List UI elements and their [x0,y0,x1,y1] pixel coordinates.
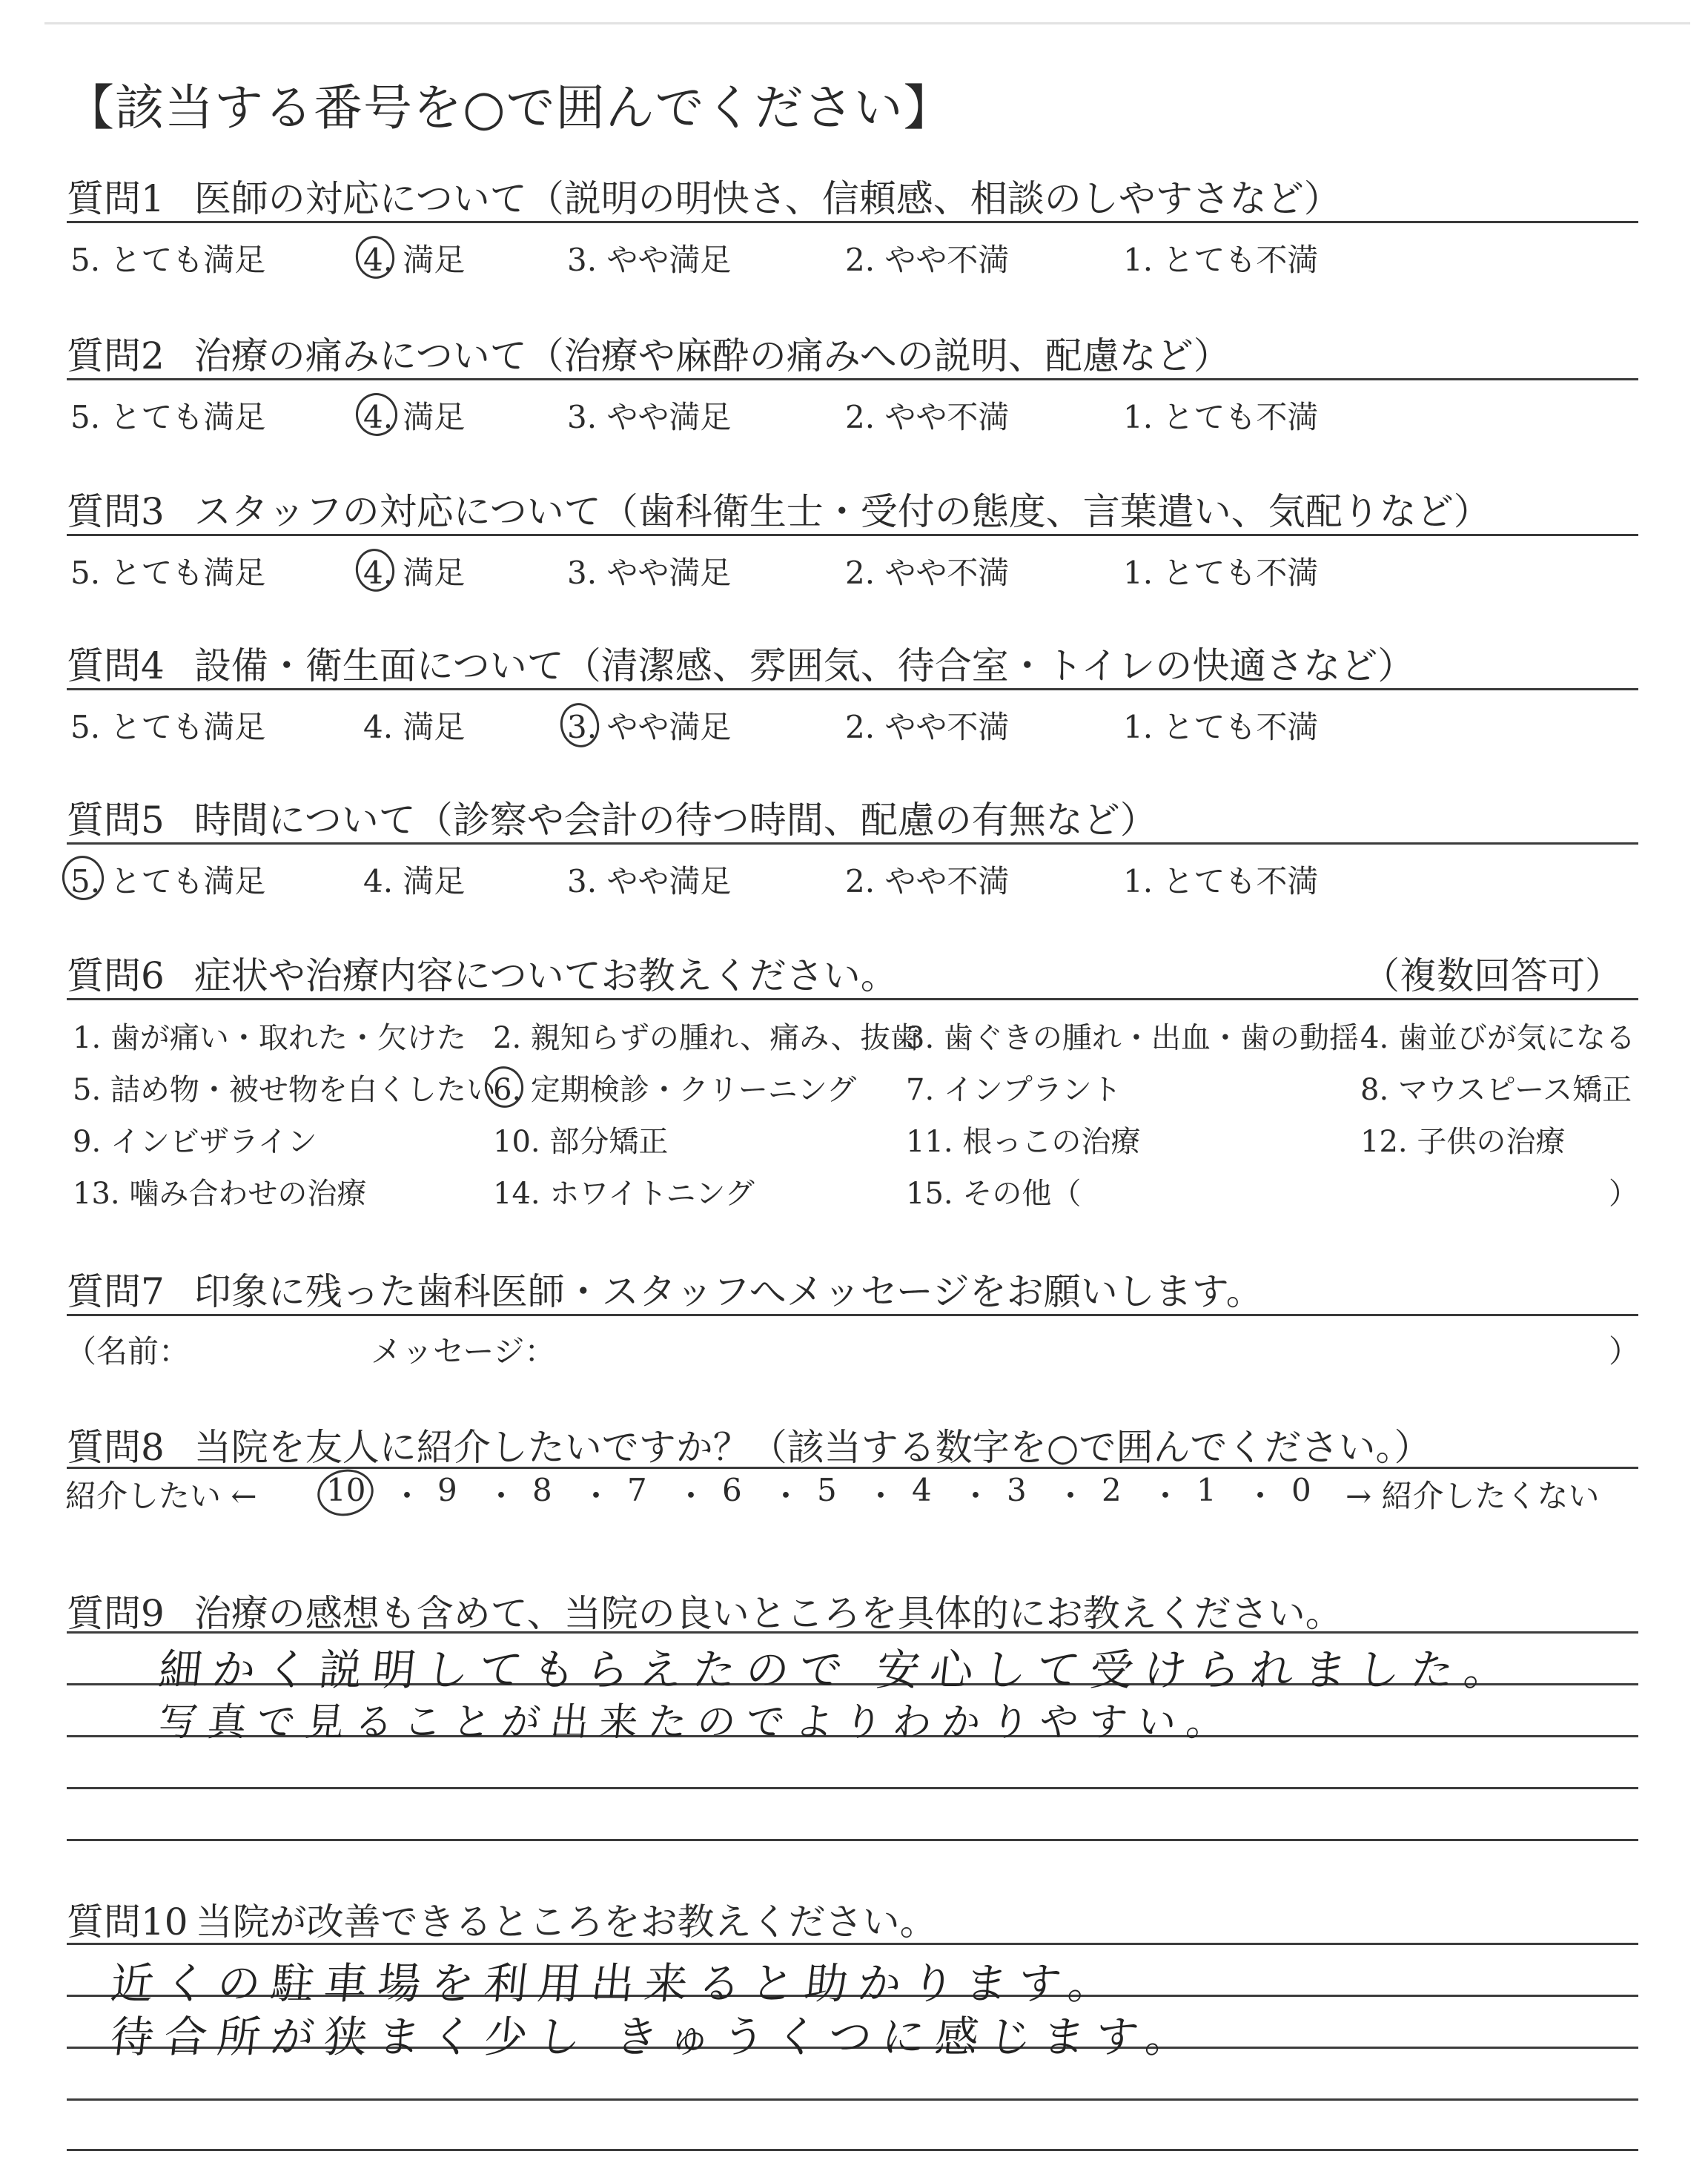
option-5[interactable]: 5. とても満足 [70,709,266,745]
scale-separator: ・ [770,1478,802,1514]
question-label: 質問8 [67,1426,165,1469]
question-rule [67,1467,1638,1469]
question-text: 医師の対応について（説明の明快さ、信頼感、相談のしやすさなど） [193,177,1341,220]
q6-option-11[interactable]: 11. 根っこの治療 [906,1125,1141,1159]
handwritten-answer-line: 写真で見ることが出来たのでよりわかりやすい。 [156,1700,1238,1745]
scale-separator: ・ [580,1478,612,1514]
scale-separator: ・ [865,1478,897,1514]
handwritten-answer-line: 細かく説明してもらえたので 安心して受けられました。 [156,1645,1520,1695]
scale-separator: ・ [1245,1478,1277,1514]
option-1[interactable]: 1. とても不満 [1123,709,1319,745]
scale-9[interactable]: 9 [437,1472,457,1508]
question-7-title [67,1262,1263,1315]
scale-5[interactable]: 5 [817,1472,837,1508]
question-rule [67,688,1638,690]
question-rule [67,1314,1638,1316]
question-text: 当院を友人に紹介したいですか？（該当する数字を○で囲んでください。） [193,1426,1431,1469]
question-10-title [67,1892,937,1946]
question-text: 治療の感想も含めて、当院の良いところを具体的にお教えください。 [193,1592,1343,1635]
scale-separator: ・ [486,1478,517,1514]
question-5-title [67,790,1157,844]
scale-6[interactable]: 6 [722,1472,742,1508]
option-3[interactable]: 3. やや満足 [567,555,732,591]
question-label: 質問4 [67,644,165,687]
name-field-label: （名前： [65,1333,191,1370]
question-text: 時間について（診察や会計の待つ時間、配慮の有無など） [193,799,1157,842]
answer-line [67,1839,1638,1841]
question-rule [67,842,1638,845]
question-label: 質問9 [67,1592,165,1635]
q6-option-3[interactable]: 3. 歯ぐきの腫れ・出血・歯の動揺 [906,1021,1359,1055]
answer-line [67,1631,1638,1634]
question-9-title [67,1584,1343,1637]
question-3-title [67,482,1491,535]
option-2[interactable]: 2. やや不満 [845,555,1010,591]
question-text: 症状や治療内容についてお教えください。 [193,954,898,997]
option-3[interactable]: 3. やや満足 [567,863,732,899]
scale-separator: ・ [1150,1478,1182,1514]
multiple-answers-hint: （複数回答可） [1363,954,1622,997]
scale-8[interactable]: 8 [532,1472,552,1508]
field-close: ） [1609,1333,1641,1370]
option-1[interactable]: 1. とても不満 [1123,863,1319,899]
question-4-title [67,636,1414,690]
q6-option-6[interactable]: 6. 定期検診・クリーニング [493,1073,857,1107]
option-2[interactable]: 2. やや不満 [845,399,1010,435]
q6-option-14[interactable]: 14. ホワイトニング [493,1177,755,1211]
question-text: 当院が改善できるところをお教えください。 [195,1900,937,1943]
question-rule [67,534,1638,536]
question-label: 質問6 [67,954,165,997]
scale-right-label: → 紹介したくない [1345,1478,1600,1514]
question-label: 質問3 [67,490,165,533]
scale-10[interactable]: 10 [326,1472,366,1508]
option-1[interactable]: 1. とても不満 [1123,242,1319,278]
scale-left-label: 紹介したい ← [65,1478,257,1514]
question-6-title [67,946,898,1000]
selection-circle [313,1464,377,1521]
q6-option-13[interactable]: 13. 噛み合わせの治療 [73,1177,367,1211]
option-2[interactable]: 2. やや不満 [845,242,1010,278]
question-label: 質問5 [67,799,165,842]
option-5[interactable]: 5. とても満足 [70,242,266,278]
option-4[interactable]: 4. 満足 [363,399,466,435]
question-text: スタッフの対応について（歯科衛生士・受付の態度、言葉遣い、気配りなど） [193,490,1491,533]
scale-7[interactable]: 7 [627,1472,647,1508]
question-rule [67,378,1638,380]
top-edge [44,22,1690,24]
scale-separator: ・ [1055,1478,1087,1514]
handwritten-answer-line: 近くの駐車場を利用出来ると助かります。 [107,1958,1125,2009]
scale-3[interactable]: 3 [1007,1472,1027,1508]
question-label: 質問7 [67,1270,165,1313]
answer-line [67,1787,1638,1789]
scale-separator: ・ [960,1478,992,1514]
question-label: 質問10 [67,1900,188,1943]
scale-4[interactable]: 4 [912,1472,932,1508]
question-8-title [67,1418,1431,1471]
q6-option-2[interactable]: 2. 親知らずの腫れ、痛み、抜歯 [493,1021,920,1055]
option-4[interactable]: 4. 満足 [363,555,466,591]
form-heading: 【該当する番号を○で囲んでください】 [65,79,953,136]
answer-line [67,1943,1638,1945]
option-4[interactable]: 4. 満足 [363,863,466,899]
question-1-title [67,169,1341,222]
q6-option-5[interactable]: 5. 詰め物・被せ物を白くしたい [73,1073,496,1107]
q6-option-7[interactable]: 7. インプラント [906,1073,1122,1107]
answer-line [67,2098,1638,2101]
option-5[interactable]: 5. とても満足 [70,555,266,591]
option-3[interactable]: 3. やや満足 [567,242,732,278]
question-label: 質問1 [67,177,165,220]
question-text: 治療の痛みについて（治療や麻酔の痛みへの説明、配慮など） [193,334,1231,377]
answer-line [67,2149,1638,2151]
question-rule [67,998,1638,1000]
q6-option-10[interactable]: 10. 部分矯正 [493,1125,669,1159]
scale-1[interactable]: 1 [1196,1472,1217,1508]
question-text: 設備・衛生面について（清潔感、雰囲気、待合室・トイレの快適さなど） [193,644,1415,687]
option-2[interactable]: 2. やや不満 [845,709,1010,745]
q6-option-8[interactable]: 8. マウスピース矯正 [1360,1073,1632,1107]
option-5[interactable]: 5. とても満足 [70,399,266,435]
option-2[interactable]: 2. やや不満 [845,863,1010,899]
message-field-label: メッセージ： [371,1333,556,1370]
q6-option-4[interactable]: 4. 歯並びが気になる [1360,1021,1635,1055]
scale-2[interactable]: 2 [1102,1472,1122,1508]
question-label: 質問2 [67,334,165,377]
option-4[interactable]: 4. 満足 [363,709,466,745]
q6-option-1[interactable]: 1. 歯が痛い・取れた・欠けた [73,1021,466,1055]
q6-other-close: ） [1609,1177,1638,1211]
option-3[interactable]: 3. やや満足 [567,709,732,745]
q6-option-15[interactable]: 15. その他（ [906,1177,1082,1211]
question-text: 印象に残った歯科医師・スタッフへメッセージをお願いします。 [193,1270,1263,1313]
handwritten-answer-line: 待合所が狭まく少し きゅうくつに感じます。 [107,2012,1202,2062]
scale-separator: ・ [675,1478,707,1514]
scale-separator: ・ [391,1478,423,1514]
option-5[interactable]: 5. とても満足 [70,863,266,899]
q6-option-9[interactable]: 9. インビザライン [73,1125,317,1159]
option-1[interactable]: 1. とても不満 [1123,399,1319,435]
question-2-title [67,326,1231,380]
option-4[interactable]: 4. 満足 [363,242,466,278]
option-1[interactable]: 1. とても不満 [1123,555,1319,591]
option-3[interactable]: 3. やや満足 [567,399,732,435]
scale-0[interactable]: 0 [1291,1472,1311,1508]
q6-option-12[interactable]: 12. 子供の治療 [1360,1125,1566,1159]
question-rule [67,221,1638,223]
